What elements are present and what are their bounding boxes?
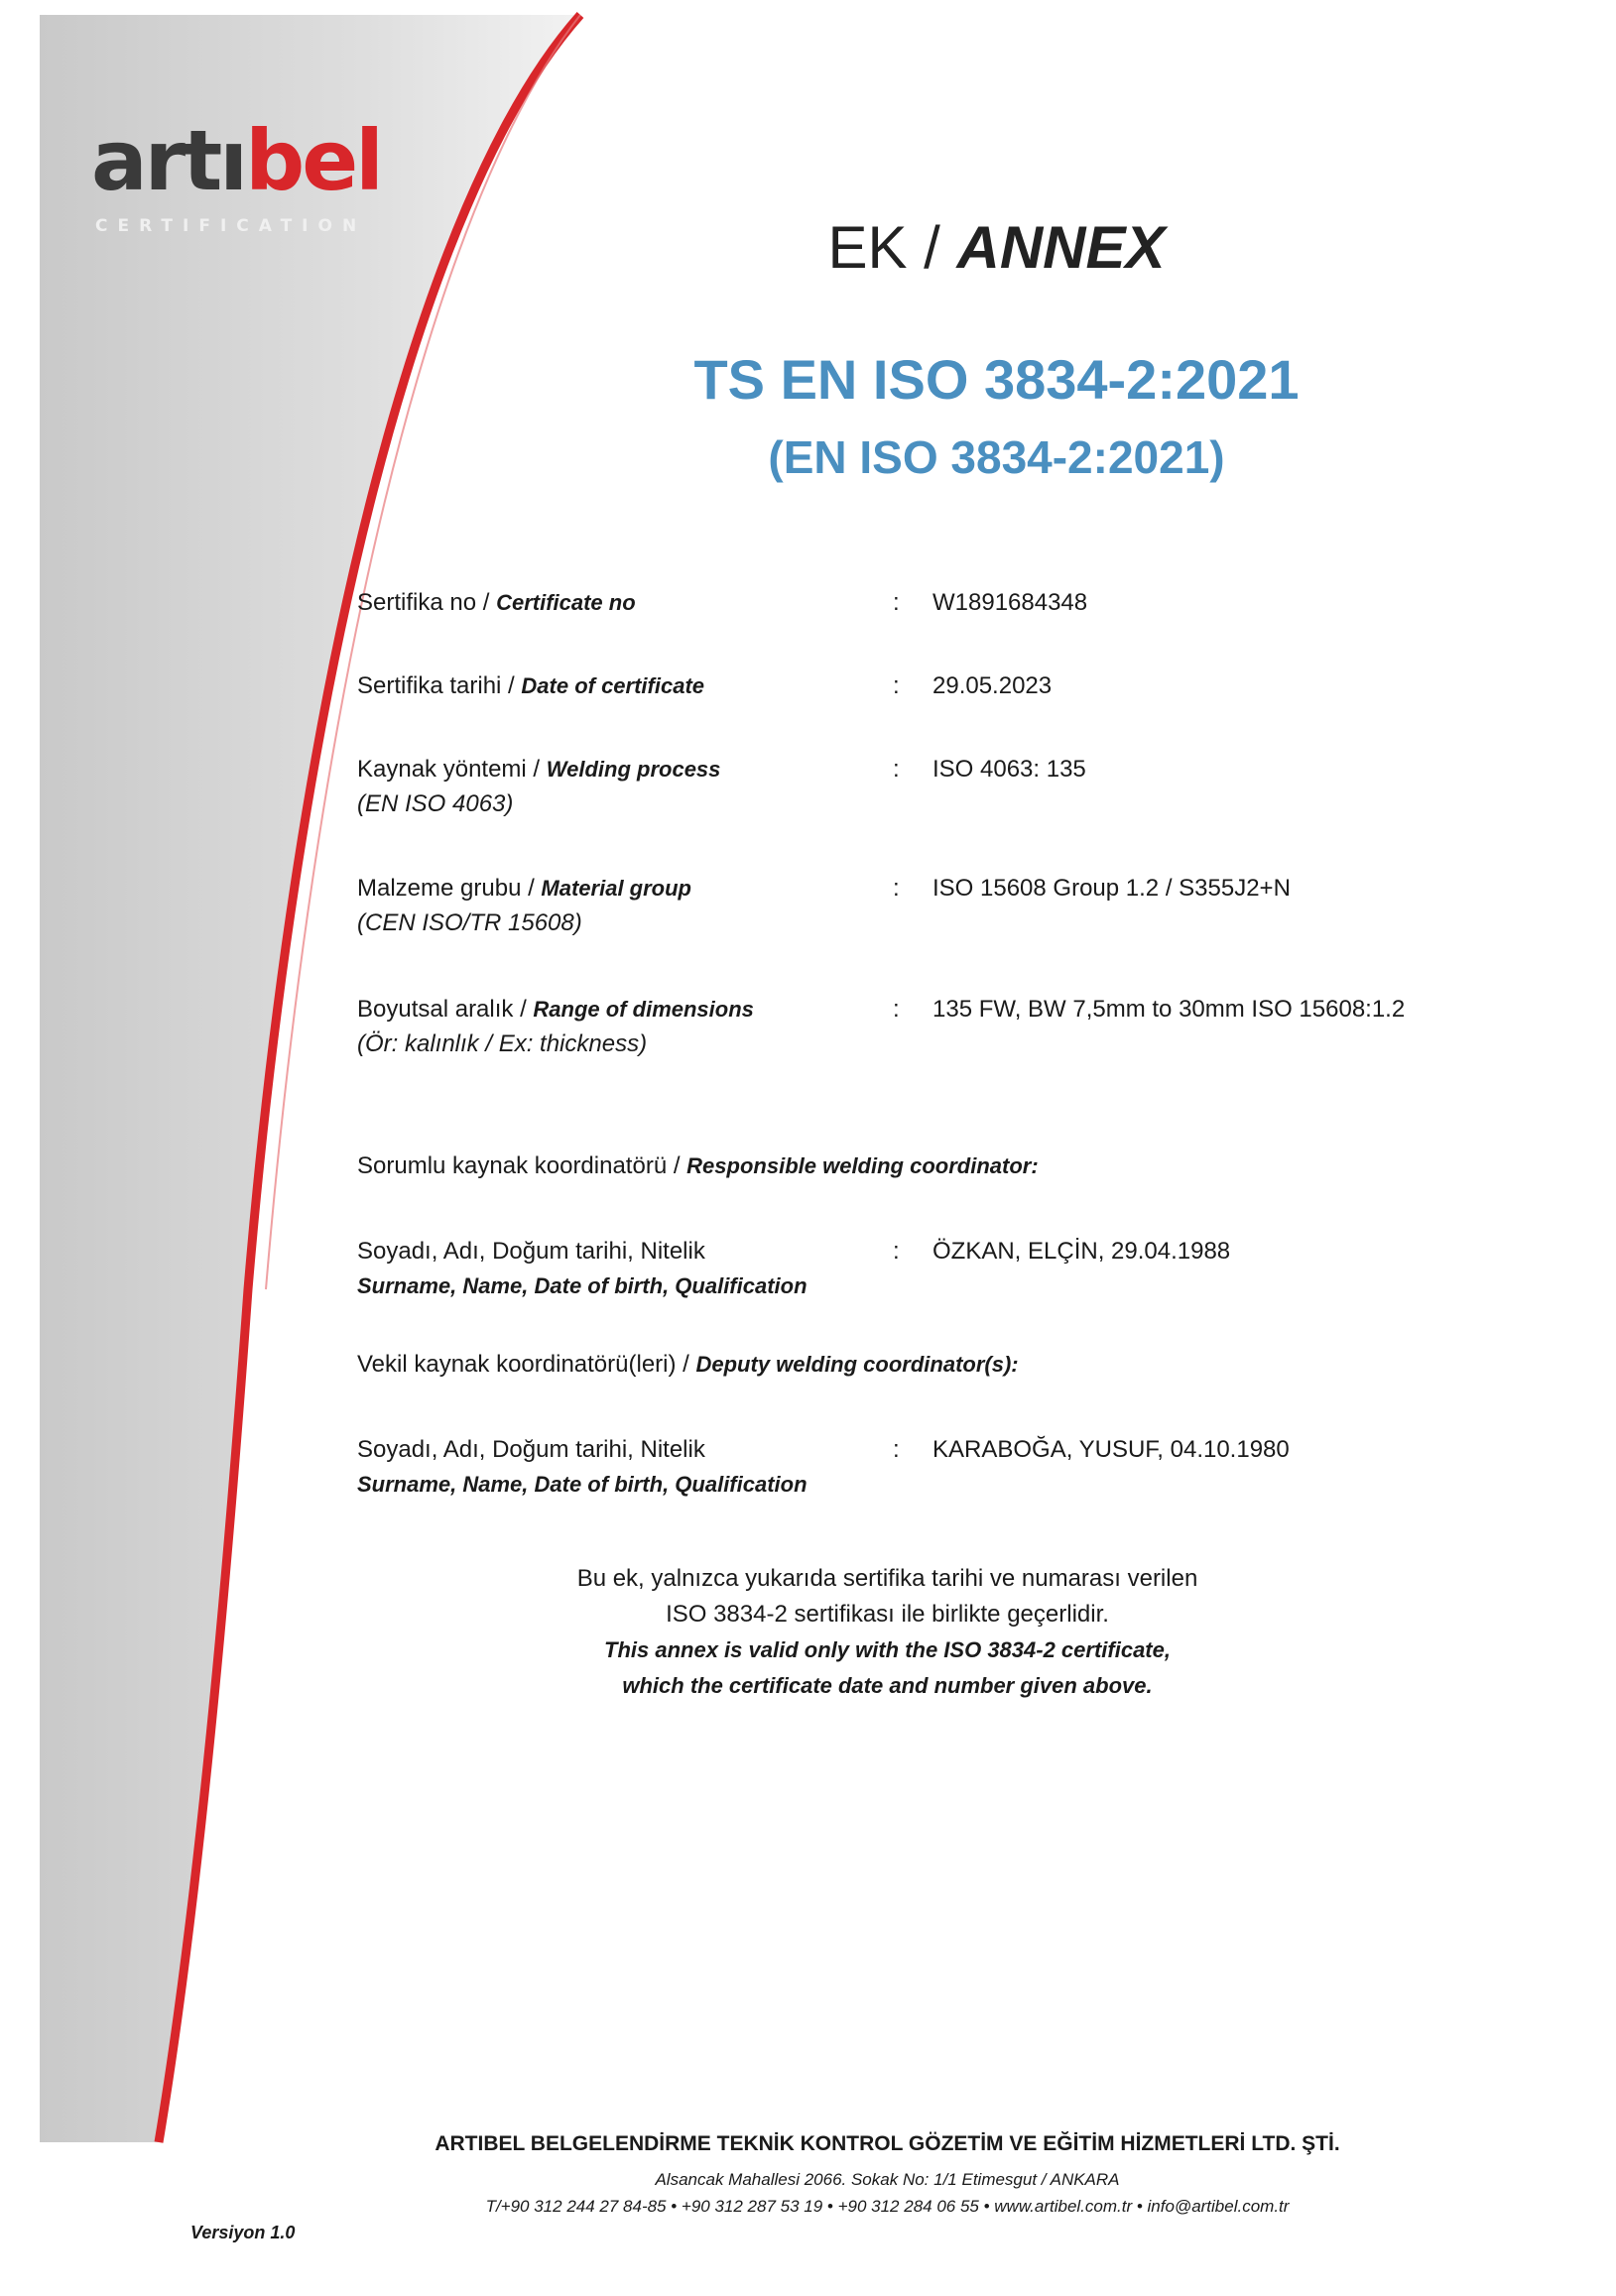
validity-tr-line1: Bu ek, yalnızca yukarıda sertifika tarihi ve numarası verilen	[576, 1565, 1198, 1592]
field-label-en: Welding process	[546, 757, 721, 782]
field-label	[357, 871, 873, 940]
field-label-en: Date of certificate	[521, 673, 705, 698]
field-colon: :	[893, 1238, 900, 1265]
field-colon: :	[893, 756, 900, 783]
footer-address: Alsancak Mahallesi 2066. Sokak No: 1/1 Etimesgut / ANKARA	[655, 2170, 1120, 2189]
field-label-tr: Sertifika tarihi /	[357, 672, 515, 699]
responsible-coordinator-heading	[357, 1152, 1039, 1180]
certificate-date-value: 29.05.2023	[932, 672, 1053, 699]
field-label-en: Surname, Name, Date of birth, Qualification	[357, 1273, 808, 1298]
field-label-tr: Kaynak yöntemi /	[357, 756, 541, 783]
field-colon: :	[893, 875, 900, 902]
field-label-sub: (Ör: kalınlık / Ex: thickness)	[357, 1030, 648, 1057]
footer-contact: T/+90 312 244 27 84-85 • +90 312 287 53 19 • +90 312 284 06 55 • www.artibel.com.tr • info@artibel.com.tr	[485, 2197, 1290, 2216]
version-label: Versiyon 1.0	[190, 2223, 296, 2242]
field-label	[357, 1234, 873, 1303]
field-label	[357, 752, 873, 821]
annex-title	[0, 213, 1616, 282]
field-label-tr: Boyutsal aralık /	[357, 996, 527, 1023]
field-label-en: Certificate no	[496, 590, 636, 615]
field-colon: :	[893, 672, 900, 699]
field-colon: :	[893, 996, 900, 1023]
field-label-en: Range of dimensions	[533, 997, 754, 1022]
field-label	[357, 1432, 873, 1502]
deputy-coordinator-value: KARABOĞA, YUSUF, 04.10.1980	[932, 1436, 1290, 1463]
field-label	[357, 668, 873, 703]
annex-title-tr: EK /	[827, 214, 940, 281]
field-colon: :	[893, 589, 900, 616]
artibel-logo	[91, 112, 381, 209]
heading-en: Responsible welding coordinator:	[686, 1153, 1039, 1178]
heading-en: Deputy welding coordinator(s):	[695, 1352, 1019, 1377]
heading-tr: Vekil kaynak koordinatörü(leri) /	[357, 1351, 689, 1378]
validity-tr-line2: ISO 3834-2 sertifikası ile birlikte geçerlidir.	[666, 1601, 1109, 1628]
logo-text-dark: artı	[91, 112, 246, 209]
validity-note	[0, 1561, 1616, 1704]
footer-company: ARTIBEL BELGELENDİRME TEKNİK KONTROL GÖZETİM VE EĞİTİM HİZMETLERİ LTD. ŞTİ.	[435, 2132, 1340, 2155]
deputy-coordinator-heading	[357, 1351, 1019, 1379]
validity-en-line2: which the certificate date and number given above.	[622, 1673, 1153, 1698]
field-label-en: Surname, Name, Date of birth, Qualification	[357, 1472, 808, 1497]
responsible-coordinator-value: ÖZKAN, ELÇİN, 29.04.1988	[932, 1238, 1231, 1265]
heading-tr: Sorumlu kaynak koordinatörü /	[357, 1152, 681, 1179]
field-label-tr: Soyadı, Adı, Doğum tarihi, Nitelik	[357, 1238, 705, 1265]
field-label	[357, 992, 873, 1061]
logo-text-red: bel	[245, 112, 381, 209]
certificate-no-value: W1891684348	[932, 589, 1088, 616]
standard-title: TS EN ISO 3834-2:2021	[693, 348, 1300, 411]
field-label-tr: Sertifika no /	[357, 589, 490, 616]
logo-subtitle: CERTIFICATION	[95, 216, 367, 236]
field-colon: :	[893, 1436, 900, 1463]
field-label	[357, 585, 873, 620]
standard-subtitle: (EN ISO 3834-2:2021)	[768, 431, 1225, 483]
field-label-tr: Malzeme grubu /	[357, 875, 535, 902]
field-label-en: Material group	[541, 876, 691, 901]
range-of-dimensions-value: 135 FW, BW 7,5mm to 30mm ISO 15608:1.2	[932, 996, 1406, 1023]
material-group-value: ISO 15608 Group 1.2 / S355J2+N	[932, 875, 1291, 902]
field-label-sub: (EN ISO 4063)	[357, 790, 514, 817]
validity-en-line1: This annex is valid only with the ISO 3834-2 certificate,	[604, 1637, 1171, 1662]
field-label-sub: (CEN ISO/TR 15608)	[357, 909, 582, 936]
field-label-tr: Soyadı, Adı, Doğum tarihi, Nitelik	[357, 1436, 705, 1463]
annex-title-en: ANNEX	[956, 214, 1166, 281]
welding-process-value: ISO 4063: 135	[932, 756, 1086, 783]
